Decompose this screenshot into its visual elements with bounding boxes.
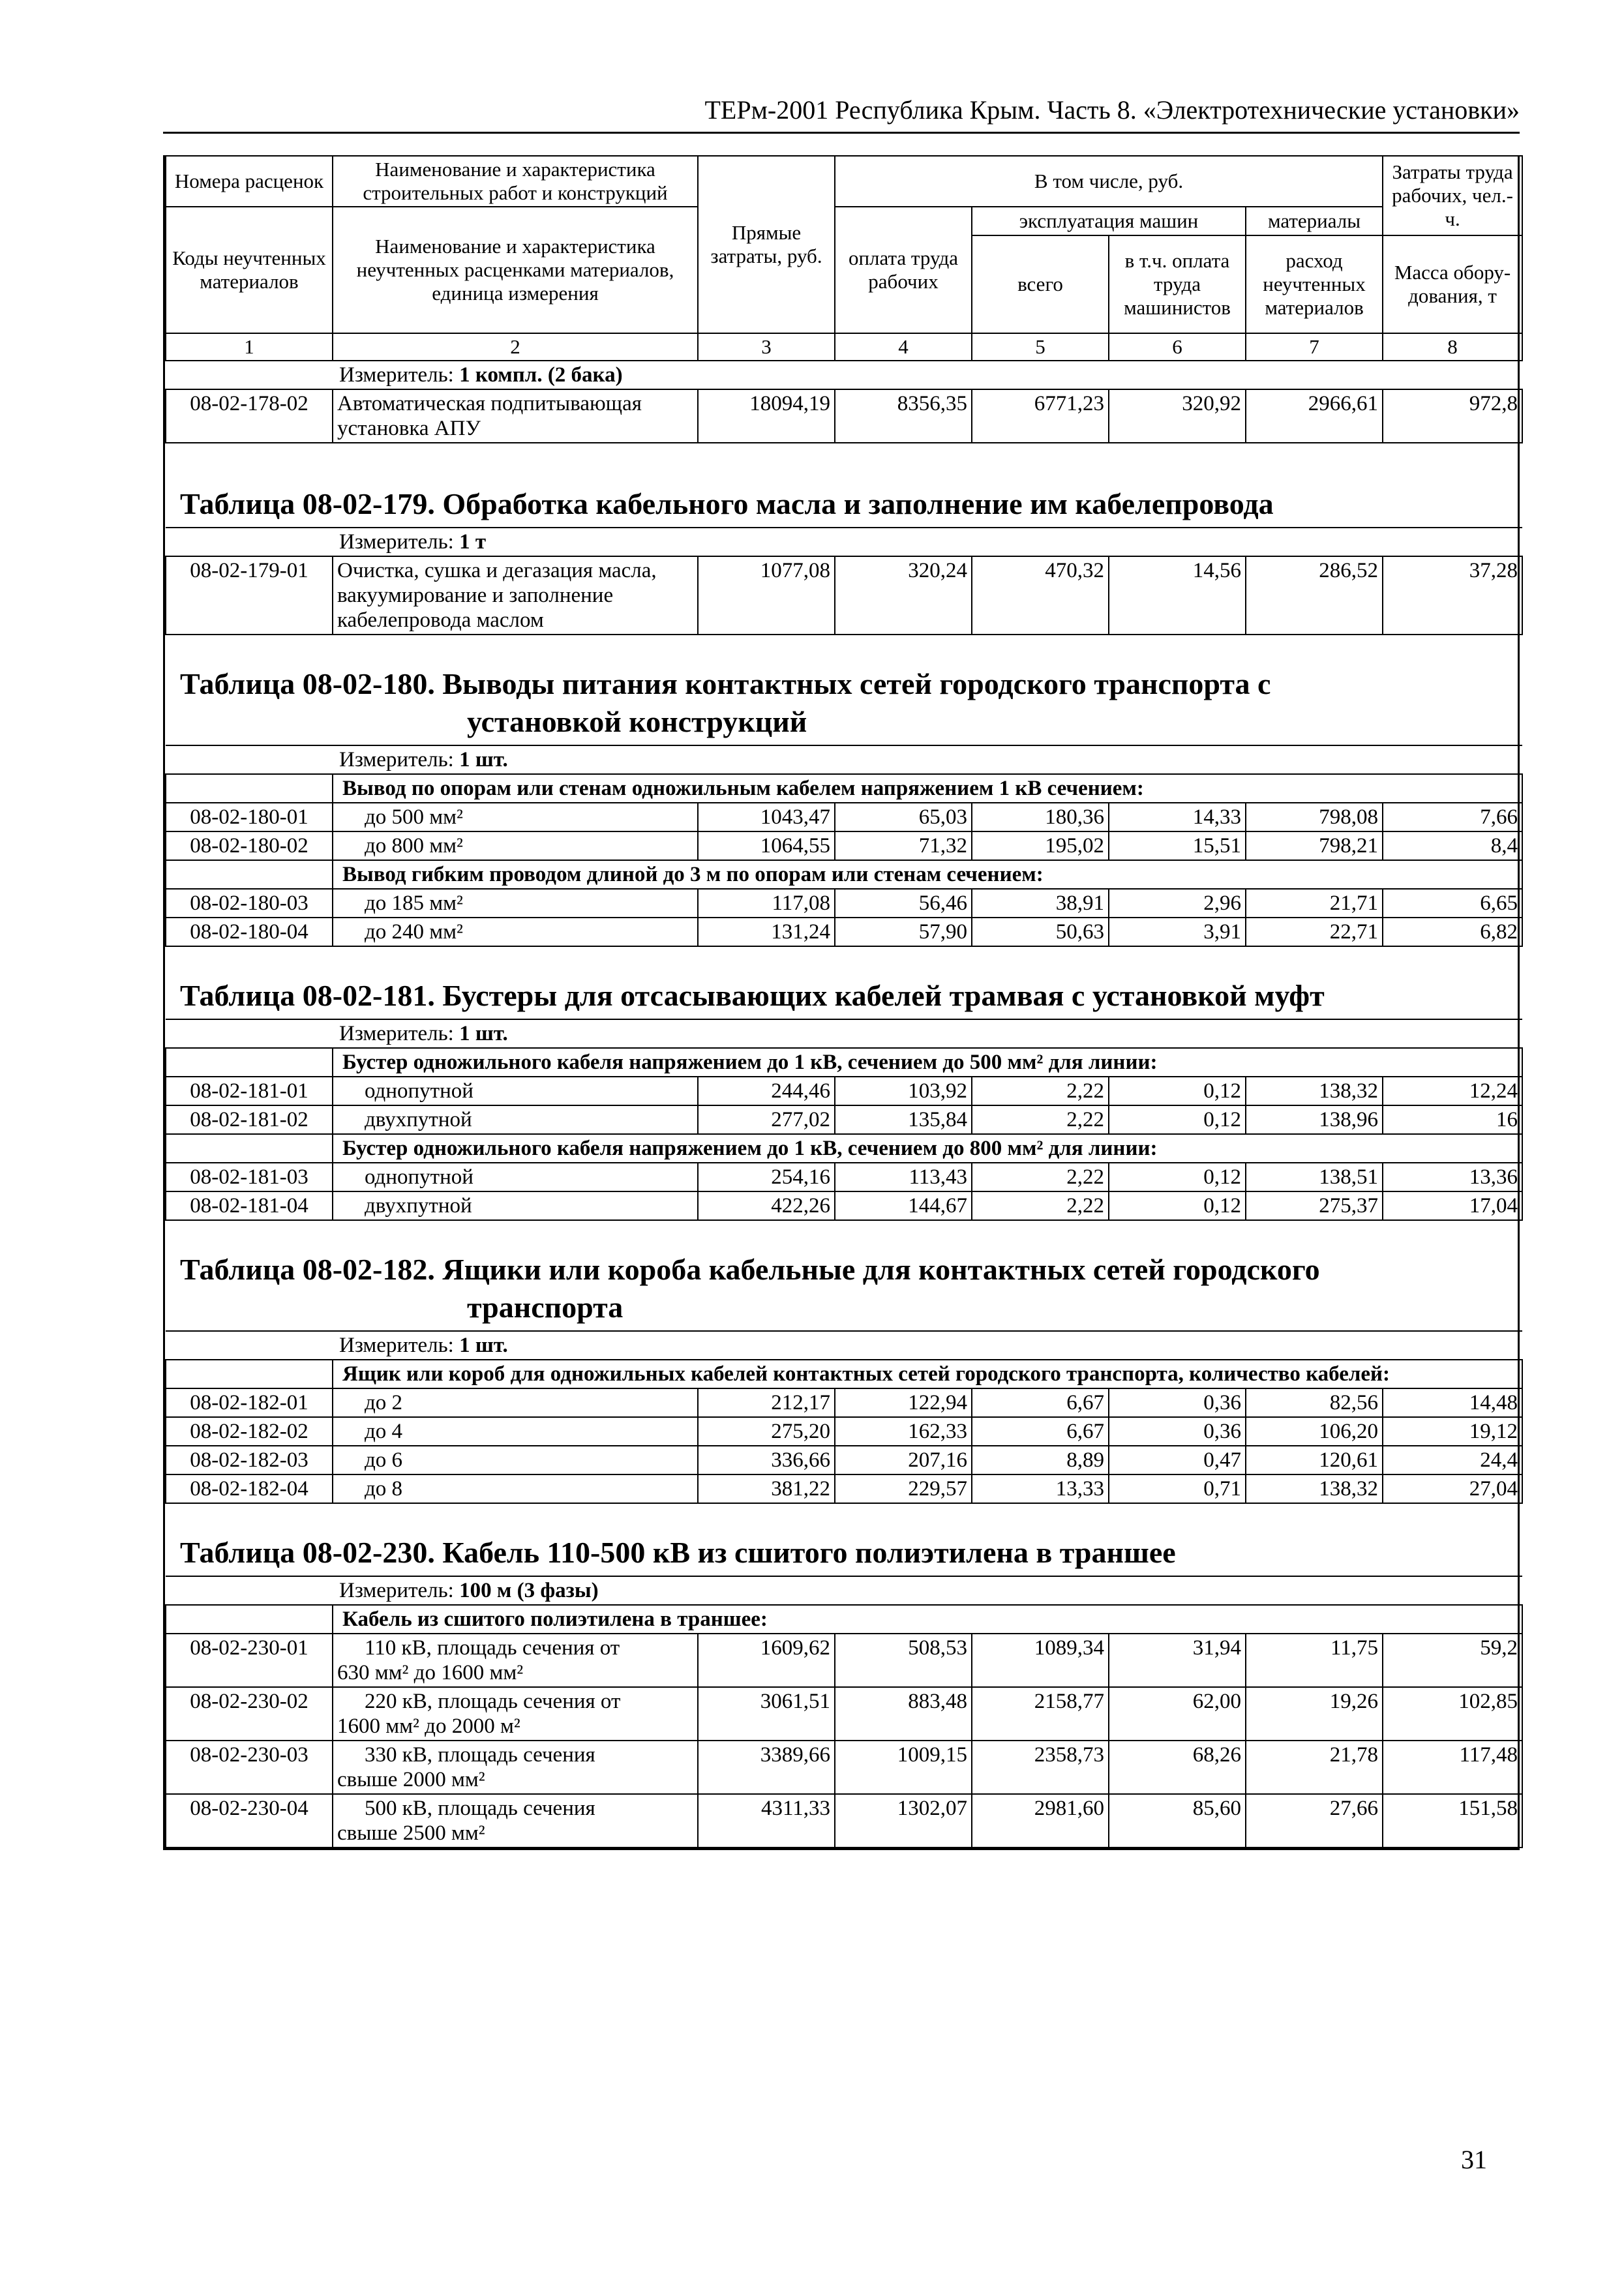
value-mach-w: 2,96 xyxy=(1109,889,1246,918)
value-direct: 244,46 xyxy=(698,1077,835,1105)
rate-code: 08-02-181-04 xyxy=(166,1191,333,1220)
value-mach-w: 0,12 xyxy=(1109,1191,1246,1220)
rate-name: до 240 мм² xyxy=(333,918,698,946)
value-mat: 21,78 xyxy=(1246,1741,1383,1794)
spacer-cell xyxy=(166,1220,1522,1247)
rate-name: до 6 xyxy=(333,1446,698,1474)
rate-name-line-1: 110 кВ, площадь сечения от xyxy=(365,1636,620,1660)
rate-code: 08-02-181-02 xyxy=(166,1105,333,1134)
table-row xyxy=(166,889,1522,918)
value-mach: 13,33 xyxy=(972,1474,1109,1503)
value-mat: 798,08 xyxy=(1246,803,1383,831)
table-row xyxy=(166,1794,1522,1848)
rate-name: Автоматическая подпитывающая установка АПУ xyxy=(333,389,698,443)
price-table xyxy=(165,155,1523,1848)
value-mach: 2358,73 xyxy=(972,1741,1109,1794)
rate-name-line-2: свыше 2000 мм² xyxy=(337,1768,485,1791)
value-mat: 138,32 xyxy=(1246,1077,1383,1105)
value-mat: 11,75 xyxy=(1246,1634,1383,1687)
value-wages: 508,53 xyxy=(835,1634,972,1687)
hdr-codes-top: Номера расценок xyxy=(166,156,333,207)
measure-row xyxy=(166,1331,1522,1360)
value-mach: 2,22 xyxy=(972,1191,1109,1220)
value-labor: 6,82 xyxy=(1383,918,1522,946)
subsection-code-cell xyxy=(166,1134,333,1163)
value-labor: 13,36 xyxy=(1383,1163,1522,1191)
rate-code: 08-02-179-01 xyxy=(166,556,333,635)
hdr-codes-bottom: Коды неучтенных материалов xyxy=(166,207,333,333)
measure-value: 1 компл. (2 бака) xyxy=(459,363,623,387)
table-title xyxy=(166,661,1522,745)
table-title-text: Таблица 08-02-230. Кабель 110-500 кВ из сшитого полиэтилена в траншее xyxy=(180,1536,1176,1569)
value-direct: 254,16 xyxy=(698,1163,835,1191)
value-direct: 422,26 xyxy=(698,1191,835,1220)
rate-name-line-1: 330 кВ, площадь сечения xyxy=(365,1743,595,1767)
value-mach-w: 14,33 xyxy=(1109,803,1246,831)
table-header xyxy=(166,156,1522,361)
table-row xyxy=(166,1687,1522,1741)
rate-name-line-2: 630 мм² до 1600 мм² xyxy=(337,1661,524,1684)
rate-code: 08-02-230-04 xyxy=(166,1794,333,1848)
value-mach-w: 62,00 xyxy=(1109,1687,1246,1741)
subsection-heading: Бустер одножильного кабеля напряжением до 1 кВ, сечением до 500 мм² для линии: xyxy=(333,1048,1522,1077)
value-labor: 7,66 xyxy=(1383,803,1522,831)
value-labor: 8,4 xyxy=(1383,831,1522,860)
value-labor: 12,24 xyxy=(1383,1077,1522,1105)
rate-code: 08-02-178-02 xyxy=(166,389,333,443)
value-direct: 381,22 xyxy=(698,1474,835,1503)
measure-row xyxy=(166,745,1522,774)
value-mach-w: 0,12 xyxy=(1109,1163,1246,1191)
rate-code: 08-02-230-03 xyxy=(166,1741,333,1794)
rate-name xyxy=(333,1687,698,1741)
value-wages: 8356,35 xyxy=(835,389,972,443)
rate-name: до 185 мм² xyxy=(333,889,698,918)
value-labor: 151,58 xyxy=(1383,1794,1522,1848)
value-mach-w: 0,12 xyxy=(1109,1105,1246,1134)
measure-value: 100 м (3 фазы) xyxy=(459,1579,599,1602)
subsection-row xyxy=(166,1134,1522,1163)
table-title xyxy=(166,973,1522,1019)
spacer-cell xyxy=(166,946,1522,973)
rate-code: 08-02-182-03 xyxy=(166,1446,333,1474)
rate-name: Очистка, сушка и дегазация масла, вакуумирование и заполнение кабелепровода маслом xyxy=(333,556,698,635)
hdr-incl: В том числе, руб. xyxy=(835,156,1383,207)
subsection-code-cell xyxy=(166,860,333,889)
value-wages: 162,33 xyxy=(835,1417,972,1446)
value-mach-w: 31,94 xyxy=(1109,1634,1246,1687)
rate-name xyxy=(333,1741,698,1794)
value-direct: 3389,66 xyxy=(698,1741,835,1794)
value-wages: 71,32 xyxy=(835,831,972,860)
subsection-heading: Вывод по опорам или стенам одножильным кабелем напряжением 1 кВ сечением: xyxy=(333,774,1522,803)
spacer-cell xyxy=(166,1503,1522,1530)
measure-row xyxy=(166,1019,1522,1048)
subsection-row xyxy=(166,1360,1522,1388)
measure-value: 1 т xyxy=(459,530,487,554)
value-mach: 1089,34 xyxy=(972,1634,1109,1687)
page-number: 31 xyxy=(1461,2145,1487,2174)
value-labor: 117,48 xyxy=(1383,1741,1522,1794)
subsection-code-cell xyxy=(166,1360,333,1388)
measure-label: Измеритель: xyxy=(339,363,460,387)
hdr-labor: Затраты труда рабочих, чел.-ч. xyxy=(1383,156,1522,235)
value-mach-w: 14,56 xyxy=(1109,556,1246,635)
value-mach-w: 0,36 xyxy=(1109,1417,1246,1446)
value-mat: 21,71 xyxy=(1246,889,1383,918)
value-labor: 102,85 xyxy=(1383,1687,1522,1741)
subsection-code-cell xyxy=(166,1048,333,1077)
value-mat: 286,52 xyxy=(1246,556,1383,635)
value-direct: 1077,08 xyxy=(698,556,835,635)
measure-value: 1 шт. xyxy=(459,748,508,771)
hdr-n4: 4 xyxy=(835,333,972,361)
value-wages: 65,03 xyxy=(835,803,972,831)
value-mach: 6,67 xyxy=(972,1417,1109,1446)
rate-code: 08-02-181-03 xyxy=(166,1163,333,1191)
value-mach: 470,32 xyxy=(972,556,1109,635)
hdr-n6: 6 xyxy=(1109,333,1246,361)
value-direct: 212,17 xyxy=(698,1388,835,1417)
table-body xyxy=(166,361,1522,1848)
value-labor: 24,4 xyxy=(1383,1446,1522,1474)
table-row xyxy=(166,389,1522,443)
value-mach: 180,36 xyxy=(972,803,1109,831)
value-labor: 27,04 xyxy=(1383,1474,1522,1503)
hdr-materials: материалы xyxy=(1246,207,1383,235)
measure-row xyxy=(166,361,1522,389)
value-mach: 2981,60 xyxy=(972,1794,1109,1848)
subsection-heading: Вывод гибким проводом длиной до 3 м по опорам или стенам сечением: xyxy=(333,860,1522,889)
hdr-direct: Прямые затраты, руб. xyxy=(698,156,835,333)
value-labor: 19,12 xyxy=(1383,1417,1522,1446)
measure-value: 1 шт. xyxy=(459,1022,508,1045)
table-row xyxy=(166,1163,1522,1191)
table-row xyxy=(166,1474,1522,1503)
table-row xyxy=(166,1388,1522,1417)
hdr-n7: 7 xyxy=(1246,333,1383,361)
value-direct: 3061,51 xyxy=(698,1687,835,1741)
measure-label: Измеритель: xyxy=(339,1022,460,1045)
value-mach: 195,02 xyxy=(972,831,1109,860)
value-wages: 135,84 xyxy=(835,1105,972,1134)
rate-name: однопутной xyxy=(333,1077,698,1105)
value-labor: 16 xyxy=(1383,1105,1522,1134)
rate-name: до 2 xyxy=(333,1388,698,1417)
rate-name-line-2: свыше 2500 мм² xyxy=(337,1821,485,1845)
hdr-n1: 1 xyxy=(166,333,333,361)
table-title-line-1: Таблица 08-02-182. Ящики или короба кабельные для контактных сетей городского xyxy=(180,1253,1320,1286)
value-mach-w: 320,92 xyxy=(1109,389,1246,443)
value-mach: 2,22 xyxy=(972,1163,1109,1191)
value-mach-w: 85,60 xyxy=(1109,1794,1246,1848)
value-wages: 56,46 xyxy=(835,889,972,918)
value-mach: 2,22 xyxy=(972,1077,1109,1105)
value-mach: 38,91 xyxy=(972,889,1109,918)
table-title-row xyxy=(166,661,1522,745)
hdr-n2: 2 xyxy=(333,333,698,361)
value-mat: 19,26 xyxy=(1246,1687,1383,1741)
value-mat: 82,56 xyxy=(1246,1388,1383,1417)
hdr-machines-wages: в т.ч. оплата труда машинистов xyxy=(1109,235,1246,333)
spacer-row xyxy=(166,1220,1522,1247)
hdr-name-top: Наименование и характеристика строительных работ и конструкций xyxy=(333,156,698,207)
value-mat: 138,32 xyxy=(1246,1474,1383,1503)
value-mat: 27,66 xyxy=(1246,1794,1383,1848)
rate-code: 08-02-182-04 xyxy=(166,1474,333,1503)
table-title xyxy=(166,1530,1522,1576)
value-direct: 1043,47 xyxy=(698,803,835,831)
table-row xyxy=(166,1077,1522,1105)
hdr-n5: 5 xyxy=(972,333,1109,361)
value-labor: 6,65 xyxy=(1383,889,1522,918)
table-row xyxy=(166,1634,1522,1687)
hdr-materials-sub: расход неучтенных материалов xyxy=(1246,235,1383,333)
value-mach: 8,89 xyxy=(972,1446,1109,1474)
value-wages: 1009,15 xyxy=(835,1741,972,1794)
subsection-row xyxy=(166,1048,1522,1077)
value-wages: 144,67 xyxy=(835,1191,972,1220)
measure xyxy=(166,1019,1522,1048)
table-row xyxy=(166,1741,1522,1794)
value-wages: 207,16 xyxy=(835,1446,972,1474)
value-mach-w: 0,12 xyxy=(1109,1077,1246,1105)
table-row xyxy=(166,918,1522,946)
value-mach-w: 68,26 xyxy=(1109,1741,1246,1794)
subsection-code-cell xyxy=(166,1605,333,1634)
spacer-row xyxy=(166,946,1522,973)
measure xyxy=(166,745,1522,774)
value-mach-w: 0,36 xyxy=(1109,1388,1246,1417)
value-labor: 59,2 xyxy=(1383,1634,1522,1687)
spacer-row xyxy=(166,635,1522,661)
value-wages: 103,92 xyxy=(835,1077,972,1105)
value-mach: 6,67 xyxy=(972,1388,1109,1417)
rate-code: 08-02-180-03 xyxy=(166,889,333,918)
value-direct: 1609,62 xyxy=(698,1634,835,1687)
value-mat: 138,96 xyxy=(1246,1105,1383,1134)
value-wages: 57,90 xyxy=(835,918,972,946)
value-wages: 229,57 xyxy=(835,1474,972,1503)
value-mat: 120,61 xyxy=(1246,1446,1383,1474)
subsection-heading: Ящик или короб для одножильных кабелей контактных сетей городского транспорта, количество кабелей: xyxy=(333,1360,1522,1388)
hdr-n3: 3 xyxy=(698,333,835,361)
table-title xyxy=(166,481,1522,528)
measure-row xyxy=(166,1576,1522,1605)
value-mach: 2,22 xyxy=(972,1105,1109,1134)
value-mat: 798,21 xyxy=(1246,831,1383,860)
measure-value: 1 шт. xyxy=(459,1334,508,1357)
table-title-line-1: Таблица 08-02-180. Выводы питания контактных сетей городского транспорта с xyxy=(180,667,1271,700)
value-mat: 22,71 xyxy=(1246,918,1383,946)
rate-name-line-1: 220 кВ, площадь сечения от xyxy=(365,1690,621,1713)
hdr-machines: эксплуатация машин xyxy=(972,207,1246,235)
rate-name: двухпутной xyxy=(333,1191,698,1220)
table-title-row xyxy=(166,1247,1522,1331)
value-mat: 2966,61 xyxy=(1246,389,1383,443)
table-row xyxy=(166,831,1522,860)
value-labor: 17,04 xyxy=(1383,1191,1522,1220)
subsection-heading: Кабель из сшитого полиэтилена в траншее: xyxy=(333,1605,1522,1634)
rate-code: 08-02-180-02 xyxy=(166,831,333,860)
rate-name xyxy=(333,1634,698,1687)
value-mach: 2158,77 xyxy=(972,1687,1109,1741)
rate-code: 08-02-180-04 xyxy=(166,918,333,946)
table-row xyxy=(166,803,1522,831)
value-labor: 37,28 xyxy=(1383,556,1522,635)
value-mach-w: 15,51 xyxy=(1109,831,1246,860)
value-direct: 277,02 xyxy=(698,1105,835,1134)
value-mat: 275,37 xyxy=(1246,1191,1383,1220)
value-direct: 336,66 xyxy=(698,1446,835,1474)
table-title-text: Таблица 08-02-179. Обработка кабельного масла и заполнение им кабелепровода xyxy=(180,487,1274,520)
measure-label: Измеритель: xyxy=(339,530,460,554)
value-wages: 320,24 xyxy=(835,556,972,635)
value-direct: 18094,19 xyxy=(698,389,835,443)
rate-name: до 8 xyxy=(333,1474,698,1503)
value-mach-w: 0,47 xyxy=(1109,1446,1246,1474)
rate-name xyxy=(333,1794,698,1848)
value-mach-w: 3,91 xyxy=(1109,918,1246,946)
price-document xyxy=(163,155,1520,1850)
rate-name: двухпутной xyxy=(333,1105,698,1134)
spacer-cell xyxy=(166,635,1522,661)
value-mat: 106,20 xyxy=(1246,1417,1383,1446)
hdr-machines-total: всего xyxy=(972,235,1109,333)
table-row xyxy=(166,1191,1522,1220)
value-labor: 14,48 xyxy=(1383,1388,1522,1417)
value-mach-w: 0,71 xyxy=(1109,1474,1246,1503)
table-row xyxy=(166,556,1522,635)
subsection-code-cell xyxy=(166,774,333,803)
table-title-text: Таблица 08-02-181. Бустеры для отсасывающих кабелей трамвая с установкой муфт xyxy=(180,979,1325,1012)
value-direct: 4311,33 xyxy=(698,1794,835,1848)
value-labor: 972,8 xyxy=(1383,389,1522,443)
measure-label: Измеритель: xyxy=(339,1334,460,1357)
hdr-wages: оплата труда рабочих xyxy=(835,207,972,333)
rate-name: до 500 мм² xyxy=(333,803,698,831)
value-wages: 122,94 xyxy=(835,1388,972,1417)
subsection-heading: Бустер одножильного кабеля напряжением до 1 кВ, сечением до 800 мм² для линии: xyxy=(333,1134,1522,1163)
table-title-row xyxy=(166,973,1522,1019)
hdr-name-bottom: Наименование и характеристика неучтенных расценками материалов, единица измерения xyxy=(333,207,698,333)
table-title xyxy=(166,1247,1522,1331)
measure xyxy=(166,528,1522,556)
value-direct: 117,08 xyxy=(698,889,835,918)
table-title-row xyxy=(166,1530,1522,1576)
measure xyxy=(166,1576,1522,1605)
table-title-line-2: установкой конструкций xyxy=(467,705,807,738)
rate-code: 08-02-181-01 xyxy=(166,1077,333,1105)
spacer-row xyxy=(166,1503,1522,1530)
rate-name: однопутной xyxy=(333,1163,698,1191)
measure-label: Измеритель: xyxy=(339,1579,460,1602)
running-head: ТЕРм-2001 Республика Крым. Часть 8. «Электротехнические установки» xyxy=(163,91,1520,134)
value-wages: 883,48 xyxy=(835,1687,972,1741)
value-direct: 131,24 xyxy=(698,918,835,946)
rate-name-line-2: 1600 мм² до 2000 м² xyxy=(337,1714,520,1738)
value-direct: 275,20 xyxy=(698,1417,835,1446)
hdr-n8: 8 xyxy=(1383,333,1522,361)
rate-code: 08-02-180-01 xyxy=(166,803,333,831)
measure-row xyxy=(166,528,1522,556)
subsection-row xyxy=(166,774,1522,803)
value-wages: 1302,07 xyxy=(835,1794,972,1848)
subsection-row xyxy=(166,860,1522,889)
rate-code: 08-02-230-01 xyxy=(166,1634,333,1687)
subsection-row xyxy=(166,1605,1522,1634)
rate-name-line-1: 500 кВ, площадь сечения xyxy=(365,1797,595,1820)
table-row xyxy=(166,1446,1522,1474)
table-title-line-2: транспорта xyxy=(467,1291,624,1324)
value-mach: 50,63 xyxy=(972,918,1109,946)
spacer-cell xyxy=(166,443,1522,481)
measure xyxy=(166,361,1522,389)
rate-name: до 4 xyxy=(333,1417,698,1446)
table-title-row xyxy=(166,481,1522,528)
rate-code: 08-02-182-02 xyxy=(166,1417,333,1446)
table-row xyxy=(166,1417,1522,1446)
value-mat: 138,51 xyxy=(1246,1163,1383,1191)
value-direct: 1064,55 xyxy=(698,831,835,860)
rate-code: 08-02-230-02 xyxy=(166,1687,333,1741)
measure-label: Измеритель: xyxy=(339,748,460,771)
table-row xyxy=(166,1105,1522,1134)
value-wages: 113,43 xyxy=(835,1163,972,1191)
measure xyxy=(166,1331,1522,1360)
value-mach: 6771,23 xyxy=(972,389,1109,443)
hdr-mass: Масса обору-дования, т xyxy=(1383,235,1522,333)
spacer-row xyxy=(166,443,1522,481)
rate-code: 08-02-182-01 xyxy=(166,1388,333,1417)
rate-name: до 800 мм² xyxy=(333,831,698,860)
